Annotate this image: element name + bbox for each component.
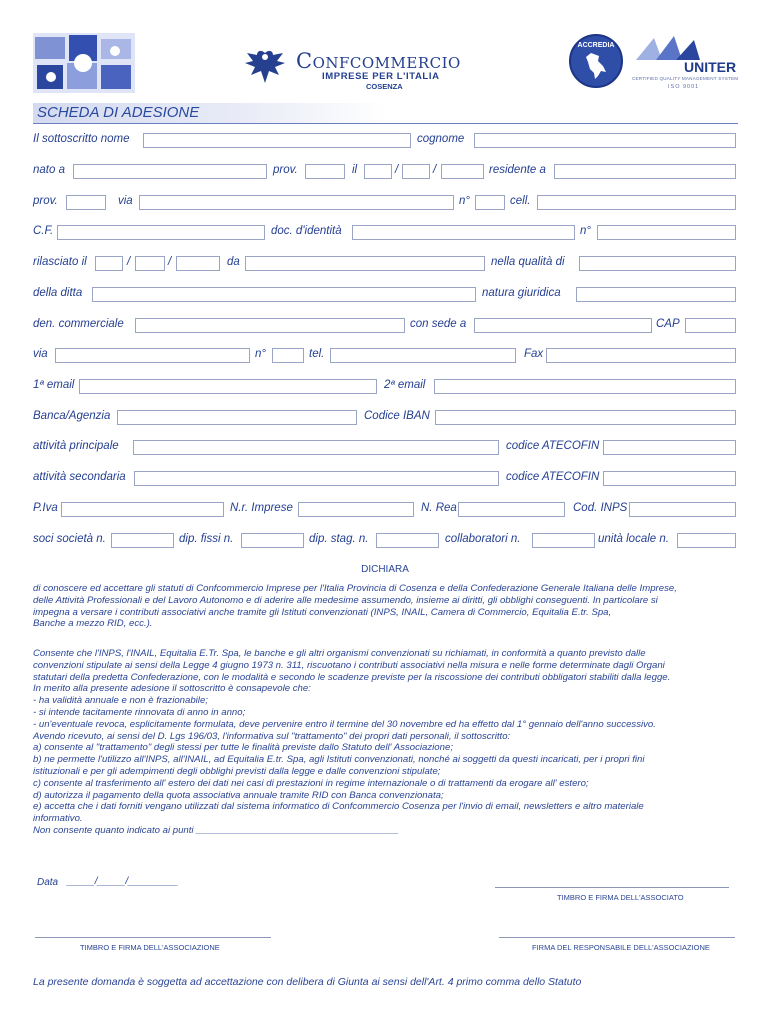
declaration-paragraph-2 bbox=[33, 648, 670, 837]
label-via: via bbox=[118, 195, 133, 207]
prov-nascita-field[interactable] bbox=[305, 164, 345, 179]
declaration-paragraph-1 bbox=[33, 583, 677, 630]
firma-associazione-label: TIMBRO E FIRMA DELL'ASSOCIAZIONE bbox=[80, 943, 220, 952]
label-doc-identita: doc. d'identità bbox=[271, 225, 342, 237]
firma-associazione-line[interactable] bbox=[35, 937, 271, 938]
unita-locale-field[interactable] bbox=[677, 533, 736, 548]
label-prov-nascita: prov. bbox=[273, 164, 298, 176]
label-piva: P.Iva bbox=[33, 502, 58, 514]
label-banca: Banca/Agenzia bbox=[33, 410, 111, 422]
label-civico: n° bbox=[459, 195, 470, 207]
date-separator: / bbox=[433, 164, 437, 176]
qualita-field[interactable] bbox=[579, 256, 736, 271]
ditta-field[interactable] bbox=[92, 287, 476, 302]
declaration-line: - si intende tacitamente rinnovata di anno in anno; bbox=[33, 706, 246, 718]
label-attivita-secondaria: attività secondaria bbox=[33, 471, 126, 483]
declaration-line: In merito alla presente adesione il sottoscritto è consapevole che: bbox=[33, 683, 311, 695]
nascita-giorno-field[interactable] bbox=[364, 164, 392, 179]
sede-field[interactable] bbox=[474, 318, 652, 333]
telefono-field[interactable] bbox=[330, 348, 516, 363]
declaration-line: statutari della predetta Confederazione, con le modalità e secondo le scadenze previste per la riscossione dei contributi obbligatori stabiliti dalla legge. bbox=[33, 671, 671, 683]
label-ditta: della ditta bbox=[33, 287, 83, 299]
declaration-line: Banche a mezzo RID, ecc.). bbox=[33, 618, 153, 630]
label-nato: nato a bbox=[33, 164, 65, 176]
collaboratori-field[interactable] bbox=[532, 533, 595, 548]
documento-field[interactable] bbox=[352, 225, 575, 240]
label-via-sede: via bbox=[33, 348, 48, 360]
atecofin2-field[interactable] bbox=[603, 471, 736, 486]
label-attivita-principale: attività principale bbox=[33, 440, 119, 452]
label-atecofin2: codice ATECOFIN bbox=[506, 471, 600, 483]
label-natura-giuridica: natura giuridica bbox=[482, 287, 561, 299]
nascita-mese-field[interactable] bbox=[402, 164, 430, 179]
label-cap: CAP bbox=[656, 318, 680, 330]
data-label: Data bbox=[37, 877, 59, 888]
footer-note: La presente domanda è soggetta ad accettazione con delibera di Giunta ai sensi dell'Art. 4 primo comma dello Statuto bbox=[33, 976, 582, 988]
luogo-nascita-field[interactable] bbox=[73, 164, 267, 179]
declaration-line: Consente che l'INPS, l'INAIL, Equitalia E.Tr. Spa, le banche e gli altri organismi convenzionati su richiamati, in conformità a quanto previsto dalle bbox=[33, 648, 646, 659]
label-email2: 2ª email bbox=[384, 379, 426, 391]
uniter-subtitle: CERTIFIED QUALITY MANAGEMENT SYSTEM bbox=[632, 76, 739, 81]
data-blank-field[interactable]: _____/_____/_________ bbox=[67, 876, 179, 887]
declaration-line: delle Attività Professionali e del Lavoro Autonomo e di aderire alle medesime assumendo, insieme ai diritti, gli obblighi conseguenti. In particolare si bbox=[33, 594, 658, 606]
nome-field[interactable] bbox=[143, 133, 411, 148]
cap-field[interactable] bbox=[685, 318, 736, 333]
rilascio-mese-field[interactable] bbox=[135, 256, 165, 271]
label-cognome: cognome bbox=[417, 133, 465, 145]
nr-imprese-field[interactable] bbox=[298, 502, 414, 517]
dip-stag-field[interactable] bbox=[376, 533, 439, 548]
atecofin1-field[interactable] bbox=[603, 440, 736, 455]
label-rilasciato: rilasciato il bbox=[33, 256, 87, 268]
brand-tagline: IMPRESE PER L'ITALIA bbox=[322, 71, 440, 82]
label-num-documento: n° bbox=[580, 225, 591, 237]
label-nome: Il sottoscritto nome bbox=[33, 133, 130, 145]
label-cell: cell. bbox=[510, 195, 531, 207]
inps-field[interactable] bbox=[629, 502, 736, 517]
firma-responsabile-line[interactable] bbox=[499, 937, 735, 938]
firma-associato-line[interactable] bbox=[495, 887, 729, 888]
uniter-triangles-icon bbox=[632, 34, 702, 62]
label-email1: 1ª email bbox=[33, 379, 75, 391]
declaration-line: - ha validità annuale e non è frazionabile; bbox=[33, 695, 208, 707]
declaration-line: impegna a versare i contributi associativi anche tramite gli Istituti convenzionati (INPS, INAIL, Camera di Commercio, Equitalia E.tr. Spa, bbox=[33, 606, 612, 618]
codice-fiscale-field[interactable] bbox=[57, 225, 265, 240]
declaration-line: b) ne permette l'utilizzo all'INPS, all'INAIL, ad Equitalia E.tr. Spa, agli Istituti convenzionati, nonché ai soggetti da questi incaricati, per i propri fini bbox=[33, 754, 645, 766]
cognome-field[interactable] bbox=[474, 133, 736, 148]
prov-residenza-field[interactable] bbox=[66, 195, 106, 210]
title-rule bbox=[33, 123, 738, 124]
numero-documento-field[interactable] bbox=[597, 225, 736, 240]
declaration-line: istituzionali e per gli adempimenti degli obblighi previsti dalla legge e dalle convenzioni stipulate; bbox=[33, 765, 441, 777]
label-fax: Fax bbox=[524, 348, 544, 360]
label-inps: Cod. INPS bbox=[573, 502, 628, 514]
label-dip-fissi: dip. fissi n. bbox=[179, 533, 234, 545]
eagle-emblem-icon bbox=[243, 47, 287, 85]
declaration-line: Non consente quanto indicato ai punti ______________________________________ bbox=[33, 824, 399, 836]
declaration-line: convenzioni stipulate ai sensi della Legge 4 giugno 1973 n. 311, riscuotano i contributi associativi nella misura e nelle forme determinate dagli Organi bbox=[33, 659, 665, 671]
label-atecofin1: codice ATECOFIN bbox=[506, 440, 600, 452]
attivita-principale-field[interactable] bbox=[133, 440, 499, 455]
date-separator: / bbox=[395, 164, 399, 176]
nascita-anno-field[interactable] bbox=[441, 164, 484, 179]
label-dip-stag: dip. stag. n. bbox=[309, 533, 369, 545]
rilascio-anno-field[interactable] bbox=[176, 256, 220, 271]
declaration-line: informativo. bbox=[33, 813, 83, 825]
via-sede-field[interactable] bbox=[55, 348, 250, 363]
declaration-line: e) accetta che i dati forniti vengano utilizzati dal sistema informatico di Confcommercio Cosenza per l'invio di email, newsletters e altro materiale bbox=[33, 801, 644, 813]
iban-field[interactable] bbox=[435, 410, 736, 425]
dichiara-heading: DICHIARA bbox=[361, 564, 409, 575]
declaration-line: - un'eventuale revoca, esplicitamente formulata, deve pervenire entro il termine del 30 novembre ed ha effetto dal 1° gennaio dell'anno successivo. bbox=[33, 718, 656, 730]
label-tel: tel. bbox=[309, 348, 325, 360]
firma-associato-label: TIMBRO E FIRMA DELL'ASSOCIATO bbox=[557, 893, 684, 902]
label-unita-locale: unità locale n. bbox=[598, 533, 669, 545]
label-civico-sede: n° bbox=[255, 348, 266, 360]
banca-field[interactable] bbox=[117, 410, 357, 425]
label-prov-residenza: prov. bbox=[33, 195, 58, 207]
label-il: il bbox=[352, 164, 358, 176]
label-den-commerciale: den. commerciale bbox=[33, 318, 124, 330]
label-iban: Codice IBAN bbox=[364, 410, 430, 422]
date-separator: / bbox=[127, 256, 131, 268]
accredia-seal-logo: ACCREDIA bbox=[569, 34, 623, 88]
left-emblem-logo bbox=[33, 33, 135, 93]
nrea-field[interactable] bbox=[458, 502, 565, 517]
label-cf: C.F. bbox=[33, 225, 54, 237]
cellulare-field[interactable] bbox=[537, 195, 736, 210]
email2-field[interactable] bbox=[434, 379, 736, 394]
label-qualita: nella qualità di bbox=[491, 256, 565, 268]
brand-city: COSENZA bbox=[366, 82, 403, 91]
declaration-line: a) consente al "trattamento" degli stessi per tutte le finalità previste dallo Statuto dell' Associazione; bbox=[33, 742, 453, 754]
email1-field[interactable] bbox=[79, 379, 377, 394]
fax-field[interactable] bbox=[546, 348, 736, 363]
civico-field[interactable] bbox=[475, 195, 505, 210]
label-soci: soci società n. bbox=[33, 533, 106, 545]
label-nr-imprese: N.r. Imprese bbox=[230, 502, 293, 514]
soci-field[interactable] bbox=[111, 533, 174, 548]
declaration-line: c) consente al trasferimento all' estero dei dati nei casi di prestazioni in regime internazionale o di trattamenti da erogare all' estero; bbox=[33, 777, 589, 789]
declaration-line: d) autorizza il pagamento della quota associativa annuale tramite RID con Banca convenzionata; bbox=[33, 789, 444, 801]
label-nrea: N. Rea bbox=[421, 502, 457, 514]
firma-responsabile-label: FIRMA DEL RESPONSABILE DELL'ASSOCIAZIONE bbox=[532, 943, 710, 952]
natura-giuridica-field[interactable] bbox=[576, 287, 736, 302]
label-residente: residente a bbox=[489, 164, 546, 176]
partita-iva-field[interactable] bbox=[61, 502, 224, 517]
denominazione-field[interactable] bbox=[135, 318, 405, 333]
attivita-secondaria-field[interactable] bbox=[134, 471, 499, 486]
form-title: SCHEDA DI ADESIONE bbox=[37, 104, 200, 121]
rilascio-giorno-field[interactable] bbox=[95, 256, 123, 271]
date-separator: / bbox=[168, 256, 172, 268]
label-da: da bbox=[227, 256, 240, 268]
label-sede: con sede a bbox=[410, 318, 467, 330]
residenza-field[interactable] bbox=[554, 164, 736, 179]
brand-name: Confcommercio bbox=[296, 49, 461, 73]
via-residenza-field[interactable] bbox=[139, 195, 454, 210]
uniter-iso: ISO 9001 bbox=[668, 84, 700, 90]
declaration-line: di conoscere ed accettare gli statuti di Confcommercio Imprese per l'Italia Provincia di Cosenza e della Confederazione Generale Italiana delle Imprese, bbox=[33, 583, 677, 594]
dip-fissi-field[interactable] bbox=[241, 533, 304, 548]
uniter-logo-text: UNITER bbox=[684, 59, 737, 75]
civico-sede-field[interactable] bbox=[272, 348, 304, 363]
ente-rilascio-field[interactable] bbox=[245, 256, 485, 271]
label-collaboratori: collaboratori n. bbox=[445, 533, 521, 545]
declaration-line: Avendo ricevuto, ai sensi del D. Lgs 196/03, l'informativa sul "trattamento" dei propri dati personali, il sottoscritto: bbox=[33, 730, 511, 742]
